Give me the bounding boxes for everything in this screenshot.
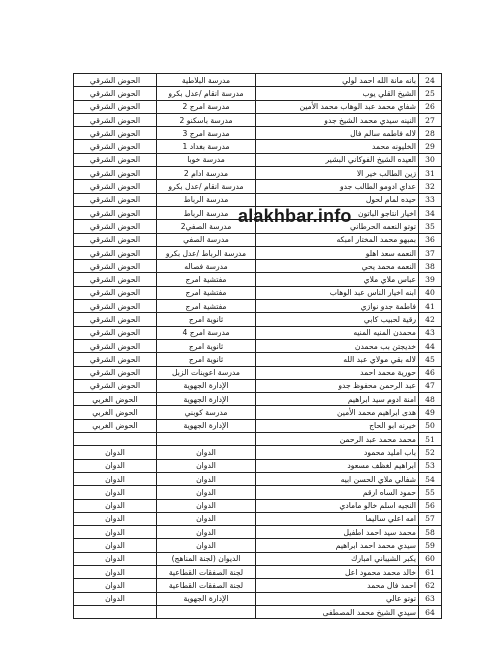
region-cell: الحوض الشرقي <box>74 153 157 166</box>
name-cell: حورية محمد احمد <box>256 366 419 379</box>
number-cell: 30 <box>419 153 442 166</box>
name-cell: الشيخ القلي يوب <box>256 87 419 100</box>
region-cell: الدوان <box>74 552 157 565</box>
table-row <box>74 459 442 472</box>
region-cell: الدوان <box>74 539 157 552</box>
region-cell <box>74 433 157 446</box>
name-cell: خالد محمد محمود اعل <box>256 565 419 578</box>
number-cell: 29 <box>419 140 442 153</box>
region-cell: الدوان <box>74 579 157 592</box>
table-row <box>74 499 442 512</box>
table-row <box>74 313 442 326</box>
table-row <box>74 300 442 313</box>
number-cell: 62 <box>419 579 442 592</box>
table-row <box>74 433 442 446</box>
table-row <box>74 406 442 419</box>
table-row <box>74 180 442 193</box>
name-cell: بانه مانة الله احمد لولي <box>256 74 419 87</box>
school-cell: الإدارة الجهوية <box>157 393 256 406</box>
region-cell: الحوض الشرقي <box>74 87 157 100</box>
number-cell: 25 <box>419 87 442 100</box>
school-cell <box>157 605 256 618</box>
table-row <box>74 113 442 126</box>
number-cell: 33 <box>419 193 442 206</box>
region-cell: الحوض الشرقي <box>74 313 157 326</box>
number-cell: 45 <box>419 353 442 366</box>
table-row <box>74 246 442 259</box>
table-row <box>74 419 442 432</box>
name-cell: توتو عالي <box>256 592 419 605</box>
table-row <box>74 74 442 87</box>
school-cell: مدرسة فصاله <box>157 260 256 273</box>
number-cell: 41 <box>419 300 442 313</box>
school-cell: لجنة الصفقات القطاعية <box>157 565 256 578</box>
table-row <box>74 87 442 100</box>
school-cell: مدرسة اعوينات الزبل <box>157 366 256 379</box>
number-cell: 53 <box>419 459 442 472</box>
region-cell: الدوان <box>74 526 157 539</box>
region-cell: الحوض الشرقي <box>74 273 157 286</box>
number-cell: 59 <box>419 539 442 552</box>
table-row <box>74 167 442 180</box>
table-row <box>74 472 442 485</box>
table-row <box>74 100 442 113</box>
school-cell: مدرسة خوبا <box>157 153 256 166</box>
name-cell: زين الطالب خير الا <box>256 167 419 180</box>
school-cell: مفتشية امرج <box>157 300 256 313</box>
table-row <box>74 273 442 286</box>
school-cell: مدرسة امرج 4 <box>157 326 256 339</box>
school-cell: الإدارة الجهوية <box>157 379 256 392</box>
number-cell: 40 <box>419 286 442 299</box>
number-cell: 46 <box>419 366 442 379</box>
name-cell: عباس ملاي ملاي <box>256 273 419 286</box>
personnel-table <box>73 73 442 619</box>
name-cell: فاطمة جدو نوازي <box>256 300 419 313</box>
number-cell: 28 <box>419 127 442 140</box>
name-cell: حمود الساه ارقم <box>256 486 419 499</box>
region-cell: الحوض الشرقي <box>74 326 157 339</box>
number-cell: 51 <box>419 433 442 446</box>
number-cell: 24 <box>419 74 442 87</box>
number-cell: 34 <box>419 206 442 219</box>
table-row <box>74 353 442 366</box>
school-cell: مدرسة الصفي <box>157 233 256 246</box>
table-row <box>74 127 442 140</box>
number-cell: 38 <box>419 260 442 273</box>
number-cell: 44 <box>419 339 442 352</box>
school-cell: مدرسة الرباط <box>157 206 256 219</box>
name-cell: حيده لمام لحول <box>256 193 419 206</box>
region-cell: الحوض الشرقي <box>74 366 157 379</box>
region-cell: الدوان <box>74 565 157 578</box>
name-cell: اخيار انتاجو الباتون <box>256 206 419 219</box>
school-cell: الدوان <box>157 472 256 485</box>
number-cell: 35 <box>419 220 442 233</box>
school-cell: الإدارة الجهوية <box>157 419 256 432</box>
school-cell: لجنة الصفقات القطاعية <box>157 579 256 592</box>
region-cell: الدوان <box>74 472 157 485</box>
region-cell: الحوض الشرقي <box>74 300 157 313</box>
region-cell: الحوض الشرقي <box>74 260 157 273</box>
school-cell: الدوان <box>157 539 256 552</box>
region-cell: الدوان <box>74 499 157 512</box>
region-cell: الدوان <box>74 512 157 525</box>
name-cell: رقية لحبيب كابي <box>256 313 419 326</box>
school-cell: مدرسة ادام 2 <box>157 167 256 180</box>
number-cell: 43 <box>419 326 442 339</box>
name-cell: احمد فال محمد <box>256 579 419 592</box>
name-cell: خديجتن بب محمدن <box>256 339 419 352</box>
number-cell: 56 <box>419 499 442 512</box>
table-row <box>74 512 442 525</box>
table-body <box>74 74 442 619</box>
number-cell: 64 <box>419 605 442 618</box>
region-cell: الحوض الشرقي <box>74 140 157 153</box>
number-cell: 42 <box>419 313 442 326</box>
number-cell: 36 <box>419 233 442 246</box>
table-row <box>74 260 442 273</box>
number-cell: 63 <box>419 592 442 605</box>
region-cell: الحوض الشرقي <box>74 193 157 206</box>
school-cell: الدوان <box>157 526 256 539</box>
table-row <box>74 326 442 339</box>
region-cell: الحوض الشرقي <box>74 339 157 352</box>
school-cell: مدرسة الرباط <box>157 193 256 206</box>
school-cell: الدوان <box>157 459 256 472</box>
name-cell: النعمه محمد يحي <box>256 260 419 273</box>
name-cell: توتو النعمه الحرطاني <box>256 220 419 233</box>
name-cell: محمدن المنيه المنيه <box>256 326 419 339</box>
school-cell: مدرسة بغداد 1 <box>157 140 256 153</box>
region-cell: الحوض الشرقي <box>74 286 157 299</box>
number-cell: 58 <box>419 526 442 539</box>
name-cell: باب امليد محمود <box>256 446 419 459</box>
number-cell: 39 <box>419 273 442 286</box>
region-cell: الحوض الشرقي <box>74 233 157 246</box>
number-cell: 49 <box>419 406 442 419</box>
name-cell: ابراهيم لغظف مسعود <box>256 459 419 472</box>
table-row <box>74 233 442 246</box>
number-cell: 54 <box>419 472 442 485</box>
table-row <box>74 592 442 605</box>
name-cell: النينه سيدي محمد الشيخ جدو <box>256 113 419 126</box>
table-row <box>74 486 442 499</box>
region-cell: الحوض الشرقي <box>74 113 157 126</box>
name-cell: شفاي محمد عبد الوهاب محمد الأمين <box>256 100 419 113</box>
number-cell: 47 <box>419 379 442 392</box>
number-cell: 57 <box>419 512 442 525</box>
name-cell: العيده الشيخ الفوكاني البشير <box>256 153 419 166</box>
number-cell: 60 <box>419 552 442 565</box>
name-cell: ابنه اخيار الناس عبد الوهاب <box>256 286 419 299</box>
region-cell: الحوض الشرقي <box>74 246 157 259</box>
school-cell: الدوان <box>157 446 256 459</box>
region-cell: الدوان <box>74 592 157 605</box>
school-cell: مدرسة امرج 3 <box>157 127 256 140</box>
name-cell: سيدي محمد احمد ابراهيم <box>256 539 419 552</box>
name-cell: عبد الرحمن محفوظ جدو <box>256 379 419 392</box>
watermark: alakhbar.info <box>238 206 352 226</box>
school-cell: مدرسة انقام /عدل بكرو <box>157 180 256 193</box>
name-cell: النعمه سعد اهلو <box>256 246 419 259</box>
table-row <box>74 140 442 153</box>
table-row <box>74 526 442 539</box>
region-cell: الدوان <box>74 486 157 499</box>
table-row <box>74 539 442 552</box>
name-cell: محمد محمد عبد الرحمن <box>256 433 419 446</box>
table-row <box>74 565 442 578</box>
school-cell <box>157 433 256 446</box>
region-cell <box>74 605 157 618</box>
table-row <box>74 579 442 592</box>
table-row <box>74 379 442 392</box>
region-cell: الحوض الغربي <box>74 406 157 419</box>
school-cell: مدرسة انقام /عدل بكرو <box>157 87 256 100</box>
school-cell: مدرسة باسكنو 2 <box>157 113 256 126</box>
number-cell: 48 <box>419 393 442 406</box>
name-cell: لاله فاطمه سالم فال <box>256 127 419 140</box>
school-cell: الدوان <box>157 486 256 499</box>
region-cell: الحوض الشرقي <box>74 167 157 180</box>
number-cell: 32 <box>419 180 442 193</box>
region-cell: الحوض الشرقي <box>74 220 157 233</box>
region-cell: الحوض الشرقي <box>74 206 157 219</box>
name-cell: بمبهو محمد المختار امبكه <box>256 233 419 246</box>
number-cell: 26 <box>419 100 442 113</box>
school-cell: الديوان (لجنة المناهج) <box>157 552 256 565</box>
name-cell: هدى ابراهيم محمد الأمين <box>256 406 419 419</box>
school-cell: مدرسة الصفي2 <box>157 220 256 233</box>
table-row <box>74 366 442 379</box>
table-row <box>74 286 442 299</box>
name-cell: محمد سيد احمد اطفيل <box>256 526 419 539</box>
name-cell: النجيه اسلم خالو مامادي <box>256 499 419 512</box>
number-cell: 27 <box>419 113 442 126</box>
number-cell: 37 <box>419 246 442 259</box>
number-cell: 61 <box>419 565 442 578</box>
table-row <box>74 446 442 459</box>
school-cell: الإدارة الجهوية <box>157 592 256 605</box>
table-row <box>74 605 442 618</box>
region-cell: الحوض الشرقي <box>74 74 157 87</box>
region-cell: الحوض الشرقي <box>74 379 157 392</box>
name-cell: سيدي الشيخ محمد المصطفى <box>256 605 419 618</box>
table-row <box>74 153 442 166</box>
number-cell: 52 <box>419 446 442 459</box>
school-cell: ثانوية امرج <box>157 353 256 366</box>
school-cell: الدوان <box>157 499 256 512</box>
school-cell: ثانوية امرج <box>157 339 256 352</box>
region-cell: الحوض الشرقي <box>74 127 157 140</box>
table-row <box>74 339 442 352</box>
name-cell: شفالي ملاي الحسن ابيه <box>256 472 419 485</box>
number-cell: 55 <box>419 486 442 499</box>
school-cell: مفتشية امرج <box>157 286 256 299</box>
region-cell: الحوض الشرقي <box>74 353 157 366</box>
school-cell: مفتشية امرج <box>157 273 256 286</box>
region-cell: الدوان <box>74 446 157 459</box>
name-cell: خيرنه ابو الحاج <box>256 419 419 432</box>
name-cell: يكبر الشيباني امبارك <box>256 552 419 565</box>
school-cell: مدرسة كوبني <box>157 406 256 419</box>
name-cell: الخليونه محمد <box>256 140 419 153</box>
name-cell: امنة ادوم سيد ابراهيم <box>256 393 419 406</box>
school-cell: الدوان <box>157 512 256 525</box>
school-cell: مدرسة البلاطية <box>157 74 256 87</box>
table-row <box>74 552 442 565</box>
table-row <box>74 393 442 406</box>
school-cell: مدرسة امرج 2 <box>157 100 256 113</box>
region-cell: الحوض الشرقي <box>74 180 157 193</box>
school-cell: ثانوية امرج <box>157 313 256 326</box>
name-cell: لاله بقي مولاي عبد الله <box>256 353 419 366</box>
table-row <box>74 193 442 206</box>
region-cell: الدوان <box>74 459 157 472</box>
name-cell: امه اعلي ساليما <box>256 512 419 525</box>
school-cell: مدرسة الرباط /عدل بكرو <box>157 246 256 259</box>
region-cell: الحوض الغربي <box>74 393 157 406</box>
number-cell: 50 <box>419 419 442 432</box>
name-cell: عداي ادومو الطالب جدو <box>256 180 419 193</box>
region-cell: الحوض الغربي <box>74 419 157 432</box>
region-cell: الحوض الشرقي <box>74 100 157 113</box>
number-cell: 31 <box>419 167 442 180</box>
